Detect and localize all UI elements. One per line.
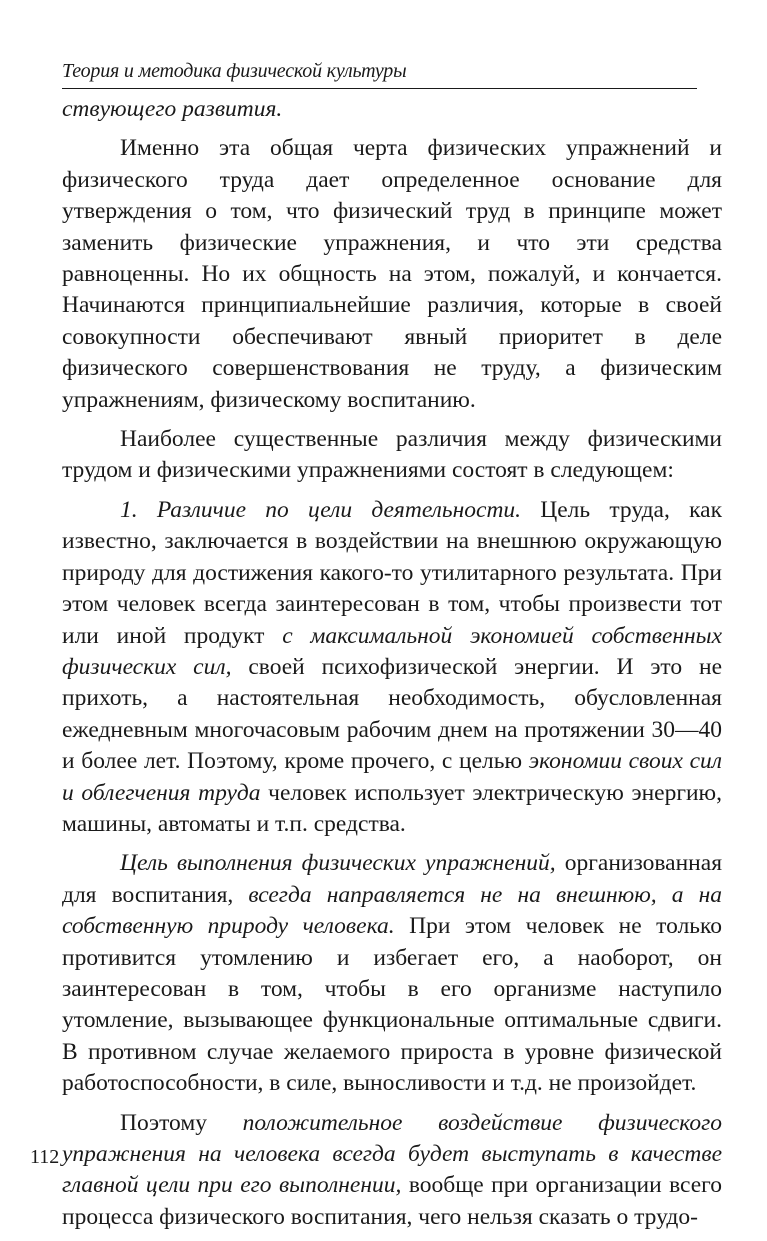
paragraph-text: человек использует электрическую энергию, машины, автоматы и т.п. средства. [62,779,722,837]
page-number: 112 [30,1146,60,1168]
paragraph-1 [62,133,722,416]
paragraph-text: организованная для воспитания, [62,850,723,908]
paragraph-5 [62,1108,722,1234]
italic-lead: 1. Различие по цели деятельности. [120,496,522,523]
running-head: Теория и методика физической культуры [62,60,407,82]
italic-phrase: всегда направляется не на внешнюю, а на собственную природу человека. [62,881,722,940]
italic-phrase: с максимальной экономией собственных физических сил, [62,622,722,680]
paragraph-text: Наиболее существенные различия между физическими трудом и физическими упражнениями состоят в следующем: [62,426,722,484]
paragraph-text: своей психофизической энергии. И это не прихоть, а настоятельная необходимость, обусловленная ежедневным многочасовым рабочим днем на протяжении 30—40 и более лет. Поэтому, кроме прочего, с целью [62,653,723,775]
paragraph-3 [62,495,722,840]
header-rule [62,88,697,89]
paragraph-continuation [62,94,722,125]
paragraph-4 [62,848,722,1099]
paragraph-text: вообще при организации всего процесса физического воспитания, чего нельзя сказать о трудо- [62,1172,722,1230]
italic-phrase: ствующего развития. [62,96,283,122]
italic-phrase: экономии своих сил и облегчения труда [62,748,722,806]
body-text [62,94,722,1241]
paragraph-text: Поэтому [120,1109,243,1136]
paragraph-2 [62,424,722,487]
paragraph-text: При этом человек не только противится утомлению и избегает его, а наоборот, он заинтересован в том, чтобы в его организме наступило утомление, вызывающее функциональные оптимальные сдвиги. В противном случае желаемого прироста в уровне физической работоспособности, в силе, выносливости и т.д. не произойдет. [62,913,722,1097]
italic-lead: Цель выполнения физических упражнений, [120,850,556,877]
italic-phrase: положительное воздействие физического упражнения на человека всегда будет выступать в качестве главной цели при его выполнении, [62,1109,722,1199]
paragraph-text: Цель труда, как известно, заключается в воздействии на внешнюю окружающую природу для достижения какого-то утилитарного результата. При этом человек всегда заинтересован в том, чтобы произвести тот или иной продукт [62,496,722,649]
paragraph-text: Именно эта общая черта физических упражнений и физического труда дает определенное основание для утверждения о том, что физический труд в принципе может заменить физические упражнения, и что эти средства равноценны. Но их общность на этом, пожалуй, и кончается. Начинаются принципиальнейшие различия, которые в своей совокупности обеспечивают явный приоритет в деле физического совершенствования не труду, а физическим упражнениям, физическому воспитанию. [62,135,722,413]
